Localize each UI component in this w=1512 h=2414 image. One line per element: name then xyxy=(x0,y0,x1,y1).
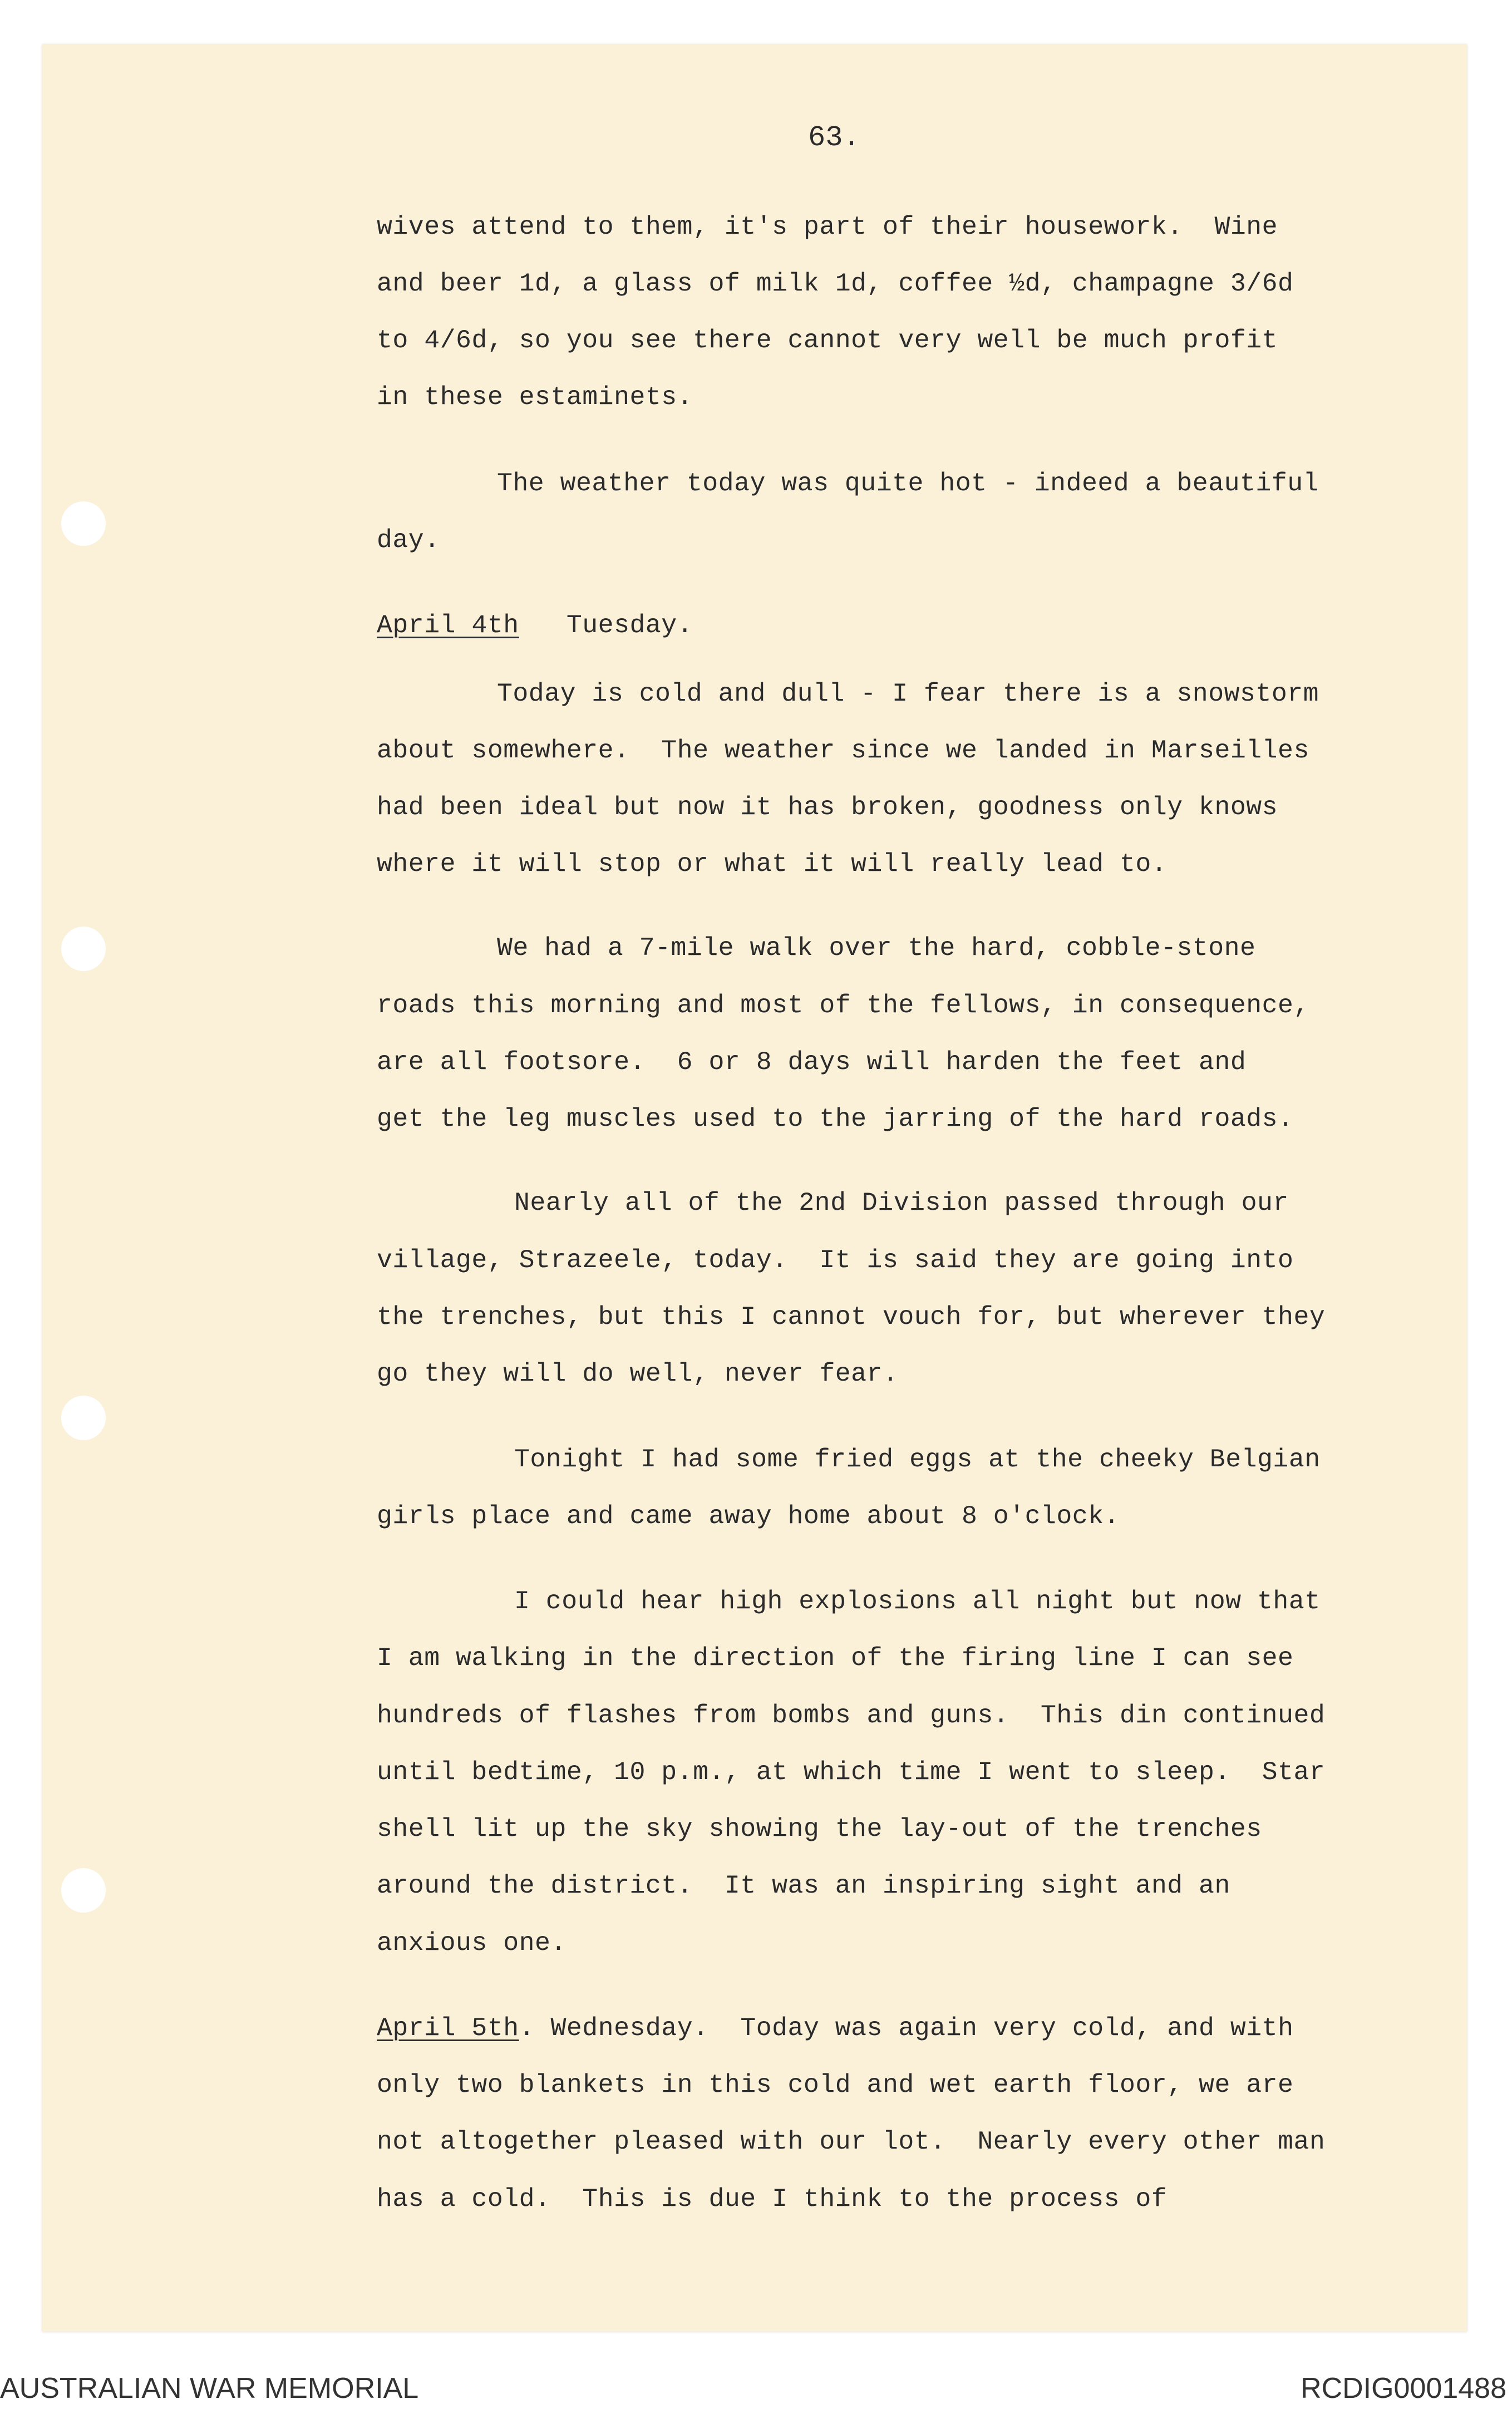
text-line: to 4/6d, so you see there cannot very well be much profit xyxy=(377,326,1278,355)
date-heading-text: April 4th xyxy=(377,610,519,640)
text-line: Nearly all of the 2nd Division passed through our xyxy=(514,1188,1289,1218)
text-line: Today is cold and dull - I fear there is a snowstorm xyxy=(497,679,1319,708)
text-line: has a cold. This is due I think to the process of xyxy=(377,2184,1168,2214)
text-line: I am walking in the direction of the firing line I can see xyxy=(377,1643,1294,1673)
date-heading xyxy=(377,612,693,639)
text-line: had been ideal but now it has broken, goodness only knows xyxy=(377,792,1278,822)
text-line: the trenches, but this I cannot vouch for, but wherever they xyxy=(377,1302,1326,1332)
text-line: only two blankets in this cold and wet earth floor, we are xyxy=(377,2070,1294,2100)
text-line: girls place and came away home about 8 o'clock. xyxy=(377,1501,1120,1531)
punch-hole xyxy=(61,501,106,546)
text-line: around the district. It was an inspiring sight and an xyxy=(377,1871,1230,1900)
punch-hole xyxy=(61,1396,106,1440)
text-line: about somewhere. The weather since we landed in Marseilles xyxy=(377,736,1309,765)
text-line: roads this morning and most of the fellows, in consequence, xyxy=(377,991,1309,1020)
date-heading-line xyxy=(377,2014,1293,2042)
text-line: hundreds of flashes from bombs and guns. This din continued xyxy=(377,1701,1326,1730)
page-number: 63. xyxy=(808,121,860,154)
text-line: shell lit up the sky showing the lay-out of the trenches xyxy=(377,1814,1262,1844)
text-line: wives attend to them, it's part of their housework. Wine xyxy=(377,212,1278,242)
date-heading-text: April 5th xyxy=(377,2013,519,2043)
text-line: We had a 7-mile walk over the hard, cobble-stone xyxy=(497,933,1256,963)
text-line: anxious one. xyxy=(377,1928,567,1958)
text-line: go they will do well, never fear. xyxy=(377,1359,899,1388)
footer-record-id: RCDIG0001488 xyxy=(1301,2372,1506,2405)
footer-credit: AUSTRALIAN WAR MEMORIAL xyxy=(0,2372,419,2405)
punch-hole xyxy=(61,927,106,971)
punch-hole xyxy=(61,1868,106,1913)
text-line: and beer 1d, a glass of milk 1d, coffee ½d, champagne 3/6d xyxy=(377,269,1294,298)
text-line: are all footsore. 6 or 8 days will harden the feet and xyxy=(377,1047,1247,1077)
text-line: I could hear high explosions all night but now that xyxy=(514,1587,1321,1616)
text-line: not altogether pleased with our lot. Nearly every other man xyxy=(377,2127,1326,2156)
text-line: day. xyxy=(377,525,440,555)
text-line: where it will stop or what it will really lead to. xyxy=(377,849,1168,879)
text-line: get the leg muscles used to the jarring of the hard roads. xyxy=(377,1104,1294,1134)
text-line: in these estaminets. xyxy=(377,382,693,412)
text-line: . Wednesday. Today was again very cold, and with xyxy=(519,2013,1294,2043)
date-heading-day: Tuesday. xyxy=(519,610,693,640)
text-line: Tonight I had some fried eggs at the cheeky Belgian xyxy=(514,1445,1321,1474)
text-line: village, Strazeele, today. It is said they are going into xyxy=(377,1245,1294,1275)
text-line: The weather today was quite hot - indeed a beautiful xyxy=(497,469,1319,498)
text-line: until bedtime, 10 p.m., at which time I went to sleep. Star xyxy=(377,1757,1326,1787)
